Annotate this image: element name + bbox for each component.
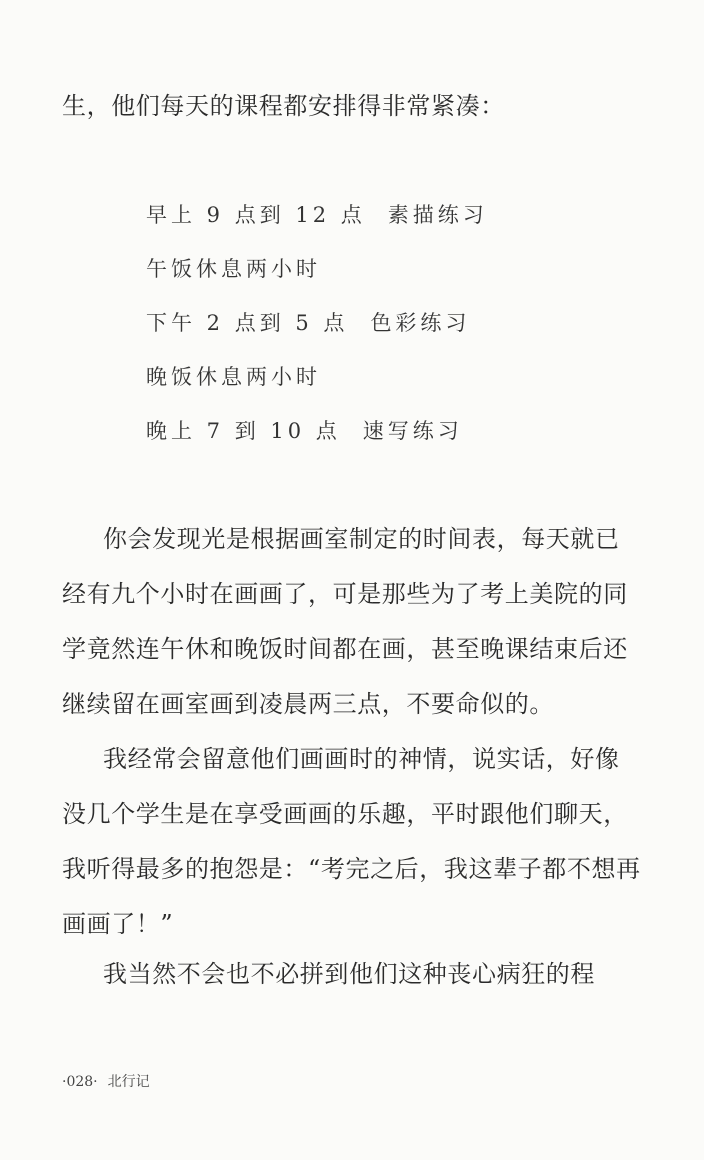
book-title: 北行记 — [107, 1074, 150, 1090]
text-line: 我听得最多的抱怨是：“考完之后，我这辈子都不想再 — [62, 855, 641, 883]
schedule-time: 下午 2 点到 5 点 — [146, 311, 349, 335]
text-line: 生，他们每天的课程都安排得非常紧凑： — [62, 92, 505, 120]
schedule-time: 晚上 7 到 10 点 — [146, 419, 341, 443]
text-line: 继续留在画室画到凌晨两三点，不要命似的。 — [62, 690, 554, 718]
text-line: 你会发现光是根据画室制定的时间表，每天就已 — [103, 525, 620, 553]
page-number: ·028· — [62, 1074, 98, 1090]
text-line: 画画了！” — [62, 910, 174, 938]
schedule-row — [146, 364, 321, 390]
schedule-activity: 色彩练习 — [370, 311, 471, 335]
text-line: 学竟然连午休和晚饭时间都在画，甚至晚课结束后还 — [62, 635, 628, 663]
schedule-time: 早上 9 点到 12 点 — [146, 203, 366, 227]
schedule-activity: 速写练习 — [362, 419, 463, 443]
schedule-row — [146, 256, 321, 282]
schedule-time: 午饭休息两小时 — [146, 257, 321, 281]
schedule-time: 晚饭休息两小时 — [146, 365, 321, 389]
schedule-row — [146, 310, 470, 336]
page-footer — [62, 1073, 150, 1091]
schedule-row — [146, 418, 463, 444]
schedule-row — [146, 202, 488, 228]
text-line: 经有九个小时在画画了，可是那些为了考上美院的同 — [62, 580, 628, 608]
text-line: 我当然不会也不必拼到他们这种丧心病狂的程 — [103, 960, 595, 988]
text-line: 我经常会留意他们画画时的神情，说实话，好像 — [103, 745, 620, 773]
schedule-activity: 素描练习 — [387, 203, 488, 227]
text-line: 没几个学生是在享受画画的乐趣，平时跟他们聊天， — [62, 800, 628, 828]
